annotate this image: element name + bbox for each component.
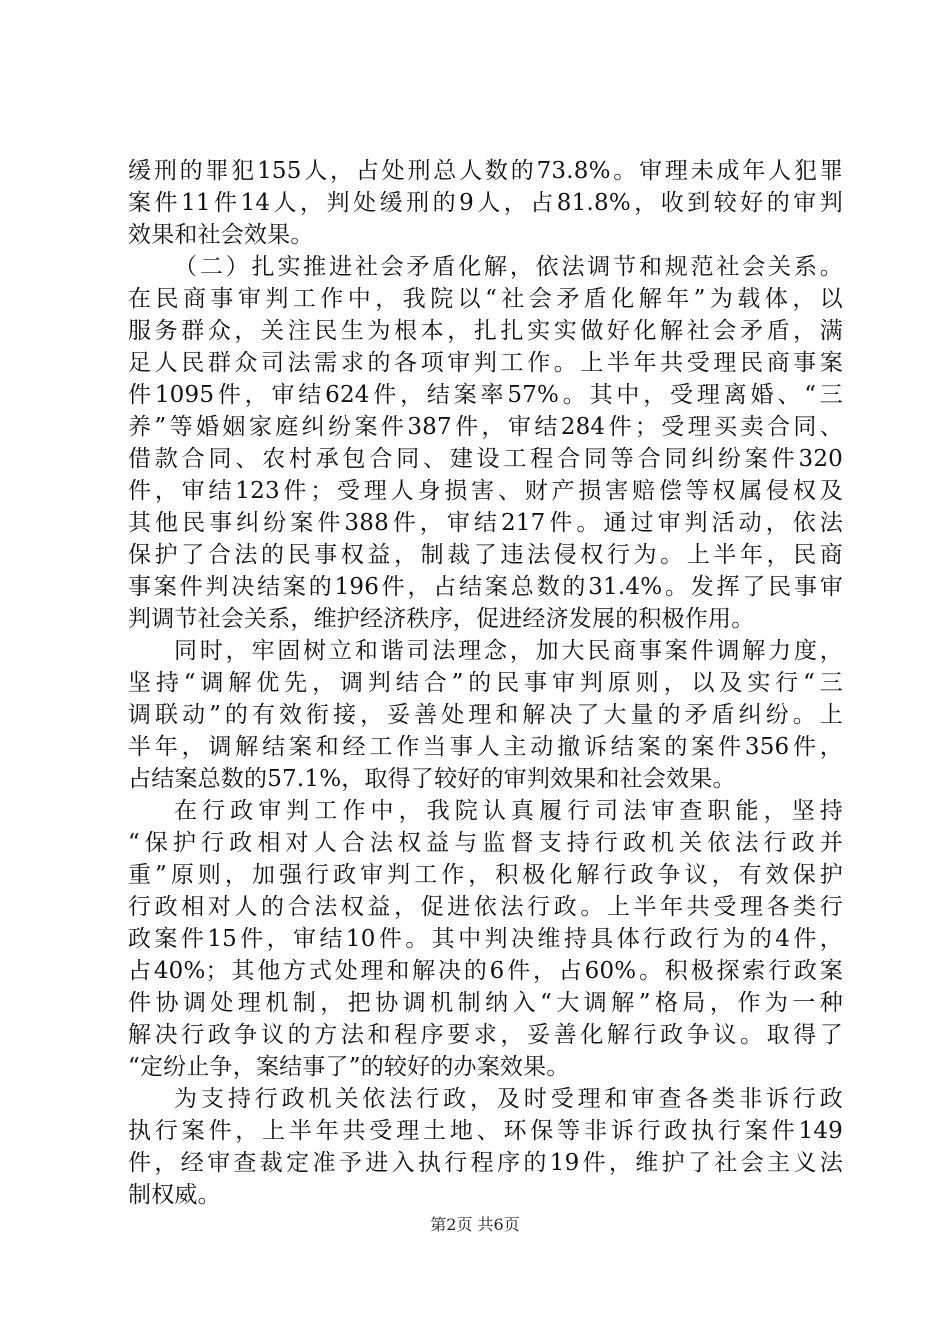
text-line: 执行案件，上半年共受理土地、环保等非诉行政执行案件149	[128, 1118, 843, 1144]
text-line: 调联动”的有效衔接，妥善处理和解决了大量的矛盾纠纷。上	[128, 702, 843, 728]
text-line: 件1095件，审结624件，结案率57%。其中，受理离婚、“三	[128, 382, 843, 408]
document-body	[128, 155, 843, 1211]
text-line: （二）扎实推进社会矛盾化解，依法调节和规范社会关系。	[174, 254, 843, 280]
text-line: 占结案总数的57.1%，取得了较好的审判效果和社会效果。	[128, 766, 736, 792]
text-line: 在行政审判工作中，我院认真履行司法审查职能，坚持	[174, 798, 843, 824]
text-line: 缓刑的罪犯155人，占处刑总人数的73.8%。审理未成年人犯罪	[128, 158, 843, 184]
text-line: 解决行政争议的方法和程序要求，妥善化解行政争议。取得了	[128, 1022, 843, 1048]
text-line: 政案件15件，审结10件。其中判决维持具体行政行为的4件，	[128, 926, 843, 952]
text-line: 件，审结123件；受理人身损害、财产损害赔偿等权属侵权及	[128, 478, 843, 504]
text-line: 服务群众，关注民生为根本，扎扎实实做好化解社会矛盾，满	[128, 318, 843, 344]
text-line: 坚持“调解优先，调判结合”的民事审判原则，以及实行“三	[128, 670, 843, 696]
text-line: 制权威。	[128, 1182, 221, 1208]
text-line: 保护了合法的民事权益，制裁了违法侵权行为。上半年，民商	[128, 542, 843, 568]
text-line: 半年，调解结案和经工作当事人主动撤诉结案的案件356件，	[128, 734, 843, 760]
text-line: “定纷止争，案结事了”的较好的办案效果。	[128, 1054, 570, 1080]
text-line: 件，经审查裁定准予进入执行程序的19件，维护了社会主义法	[128, 1150, 843, 1176]
text-line: “保护行政相对人合法权益与监督支持行政机关依法行政并	[128, 830, 843, 856]
text-line: 事案件判决结案的196件，占结案总数的31.4%。发挥了民事审	[128, 574, 843, 600]
text-line: 养”等婚姻家庭纠纷案件387件，审结284件；受理买卖合同、	[128, 414, 843, 440]
text-line: 同时，牢固树立和谐司法理念，加大民商事案件调解力度，	[174, 638, 843, 664]
text-line: 判调节社会关系，维护经济秩序，促进经济发展的积极作用。	[128, 606, 755, 632]
page-footer: 第2页 共6页	[430, 1215, 520, 1234]
text-line: 效果和社会效果。	[128, 222, 314, 248]
text-line: 借款合同、农村承包合同、建设工程合同等合同纠纷案件320	[128, 446, 843, 472]
text-line: 其他民事纠纷案件388件，审结217件。通过审判活动，依法	[128, 510, 843, 536]
text-line: 行政相对人的合法权益，促进依法行政。上半年共受理各类行	[128, 894, 843, 920]
text-line: 占40%；其他方式处理和解决的6件，占60%。积极探索行政案	[128, 958, 843, 984]
text-line: 案件11件14人，判处缓刑的9人，占81.8%，收到较好的审判	[128, 190, 843, 216]
text-line: 在民商事审判工作中，我院以“社会矛盾化解年”为载体，以	[128, 286, 843, 312]
text-line: 为支持行政机关依法行政，及时受理和审查各类非诉行政	[174, 1086, 843, 1112]
text-line: 重”原则，加强行政审判工作，积极化解行政争议，有效保护	[128, 862, 843, 888]
text-line: 足人民群众司法需求的各项审判工作。上半年共受理民商事案	[128, 350, 843, 376]
text-line: 件协调处理机制，把协调机制纳入“大调解”格局，作为一种	[128, 990, 843, 1016]
